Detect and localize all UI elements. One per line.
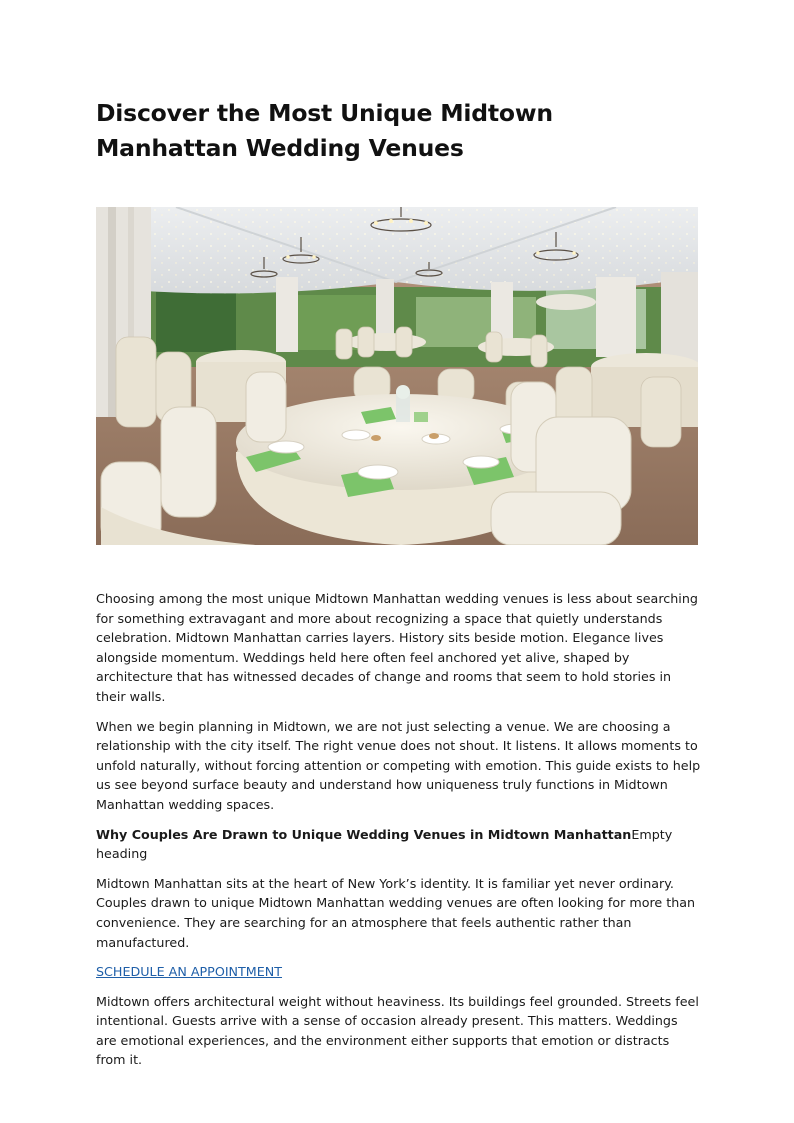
identity-text-end: are often looking for more than convenience. They are searching for an atmosphere that feels authentic rather than manufactured. [96,895,696,950]
page-title: Discover the Most Unique Midtown Manhattan Wedding Venues [96,99,553,162]
intro-keyword-phrase: most unique Midtown Manhattan wedding venues [231,591,549,606]
schedule-appointment-link[interactable]: SCHEDULE AN APPOINTMENT [96,964,283,980]
article-body [96,589,701,1080]
intro-paragraph [96,589,701,707]
hero-image [96,207,698,545]
section-heading [96,825,701,864]
intro-text-end: is less about searching for something extravagant and more about recognizing a space that quietly understands celebration. Midtown Manhattan carries layers. History sits beside motion. Elegance lives alongside momentum. Weddings held here often feel anchored yet alive, shaped by architecture that has witnessed decades of change and rooms that seem to hold stories in their walls. [96,591,698,704]
section-heading-suffix: Empty heading [96,826,673,862]
section-heading-text: Why Couples Are Drawn to Unique Wedding Venues in Midtown Manhattan [96,826,632,842]
architecture-paragraph: Midtown offers architectural weight without heaviness. Its buildings feel grounded. Streets feel intentional. Guests arrive with a sense of occasion already present. This matters. Weddings are emotional experiences, and the environment either supports that emotion or distracts from it. [96,993,699,1068]
identity-keyword-phrase: unique Midtown Manhattan wedding venues [210,895,493,911]
identity-text-start: Midtown Manhattan sits at the heart of New York’s identity. It is familiar yet never ordinary. Couples drawn to [96,875,674,911]
identity-paragraph [96,874,701,952]
intro-text-start: Choosing among the [96,591,232,606]
planning-paragraph: When we begin planning in Midtown, we are not just selecting a venue. We are choosing a relationship with the city itself. The right venue does not shout. It listens. It allows moments to unfold naturally, without forcing attention or competing with emotion. This guide exists to help us see beyond surface beauty and understand how uniqueness truly functions in Midtown Manhattan wedding spaces. [96,718,701,812]
cta-paragraph [96,962,701,982]
